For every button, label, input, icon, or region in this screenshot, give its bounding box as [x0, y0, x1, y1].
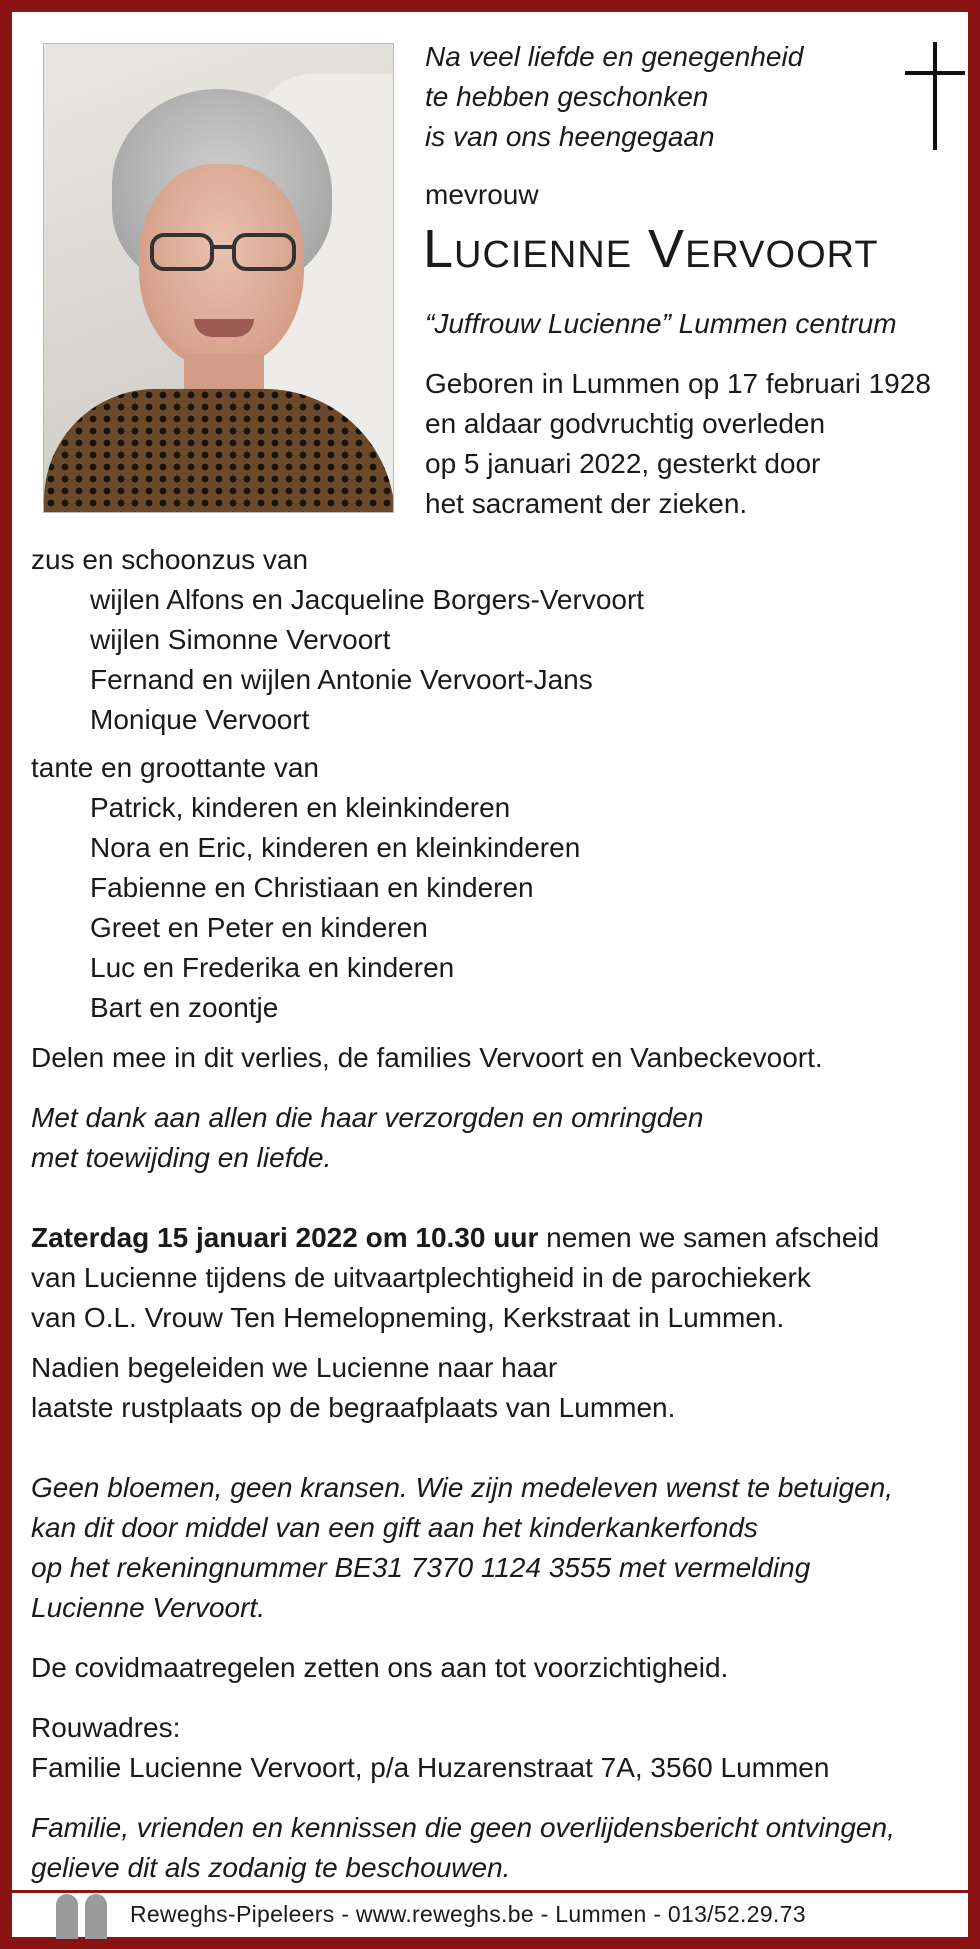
- funeral-section: [31, 1218, 879, 1338]
- address-label: Rouwadres:: [31, 1712, 181, 1743]
- flowers-line: op het rekeningnummer BE31 7370 1124 3555 met vermelding: [31, 1552, 811, 1583]
- latin-cross-icon: [905, 42, 965, 150]
- funeral-home-logo-icon: [52, 1894, 112, 1939]
- intro-line: te hebben geschonken: [425, 81, 709, 112]
- siblings-heading: zus en schoonzus van: [31, 544, 309, 575]
- funeral-date: Zaterdag 15 januari 2022 om 10.30 uur: [31, 1222, 539, 1253]
- nieces-section: [31, 748, 580, 1028]
- sibling-name: wijlen Simonne Vervoort: [90, 624, 391, 655]
- birth-line: en aldaar godvruchtig overleden: [425, 408, 826, 439]
- flowers-section: [31, 1468, 893, 1628]
- notice-line: Familie, vrienden en kennissen die geen overlijdensbericht ontvingen,: [31, 1812, 895, 1843]
- nickname-line: “Juffrouw Lucienne” Lummen centrum: [425, 308, 897, 339]
- birth-line: het sacrament der zieken.: [425, 488, 748, 519]
- sibling-name: Monique Vervoort: [90, 704, 310, 735]
- photo-glasses: [148, 229, 298, 274]
- funeral-line: [31, 1218, 879, 1258]
- niece-name: Greet en Peter en kinderen: [90, 912, 428, 943]
- intro-verse: [425, 37, 803, 157]
- funeral-line: van Lucienne tijdens de uitvaartplechtigheid in de parochiekerk: [31, 1262, 811, 1293]
- sibling-name: Fernand en wijlen Antonie Vervoort-Jans: [90, 664, 593, 695]
- address-value: Familie Lucienne Vervoort, p/a Huzarenstraat 7A, 3560 Lummen: [31, 1752, 830, 1783]
- funeral-line: van O.L. Vrouw Ten Hemelopneming, Kerkstraat in Lummen.: [31, 1302, 785, 1333]
- flowers-line: Lucienne Vervoort.: [31, 1592, 265, 1623]
- siblings-section: [31, 540, 644, 740]
- birth-details: [425, 364, 931, 524]
- burial-line: laatste rustplaats op de begraafplaats van Lummen.: [31, 1392, 676, 1423]
- intro-line: is van ons heengegaan: [425, 121, 715, 152]
- portrait-photo: [43, 43, 394, 513]
- burial-section: [31, 1348, 675, 1428]
- deceased-name: Lucienne Vervoort: [423, 219, 879, 279]
- niece-name: Patrick, kinderen en kleinkinderen: [90, 792, 511, 823]
- funeral-text: nemen we samen afscheid: [538, 1222, 880, 1253]
- niece-name: Bart en zoontje: [90, 992, 279, 1023]
- birth-line: op 5 januari 2022, gesterkt door: [425, 448, 821, 479]
- address-section: [31, 1708, 829, 1788]
- nieces-heading: tante en groottante van: [31, 752, 319, 783]
- funeral-home-contact: Reweghs-Pipeleers - www.reweghs.be - Lummen - 013/52.29.73: [130, 1901, 806, 1927]
- thanks-line: met toewijding en liefde.: [31, 1142, 332, 1173]
- sibling-name: wijlen Alfons en Jacqueline Borgers-Vervoort: [90, 584, 645, 615]
- footer-divider: [12, 1890, 968, 1893]
- notice-section: [31, 1808, 895, 1888]
- photo-mouth: [194, 319, 254, 337]
- intro-line: Na veel liefde en genegenheid: [425, 41, 804, 72]
- thanks-line: Met dank aan allen die haar verzorgden en omringden: [31, 1102, 704, 1133]
- burial-line: Nadien begeleiden we Lucienne naar haar: [31, 1352, 558, 1383]
- thanks-section: [31, 1098, 703, 1178]
- covid-line: De covidmaatregelen zetten ons aan tot voorzichtigheid.: [31, 1652, 729, 1683]
- families-line: Delen mee in dit verlies, de families Vervoort en Vanbeckevoort.: [31, 1042, 823, 1073]
- niece-name: Nora en Eric, kinderen en kleinkinderen: [90, 832, 581, 863]
- flowers-line: Geen bloemen, geen kransen. Wie zijn medeleven wenst te betuigen,: [31, 1472, 894, 1503]
- notice-line: gelieve dit als zodanig te beschouwen.: [31, 1852, 511, 1883]
- birth-line: Geboren in Lummen op 17 februari 1928: [425, 368, 931, 399]
- niece-name: Fabienne en Christiaan en kinderen: [90, 872, 534, 903]
- honorific: mevrouw: [425, 179, 539, 210]
- niece-name: Luc en Frederika en kinderen: [90, 952, 455, 983]
- flowers-line: kan dit door middel van een gift aan het kinderkankerfonds: [31, 1512, 758, 1543]
